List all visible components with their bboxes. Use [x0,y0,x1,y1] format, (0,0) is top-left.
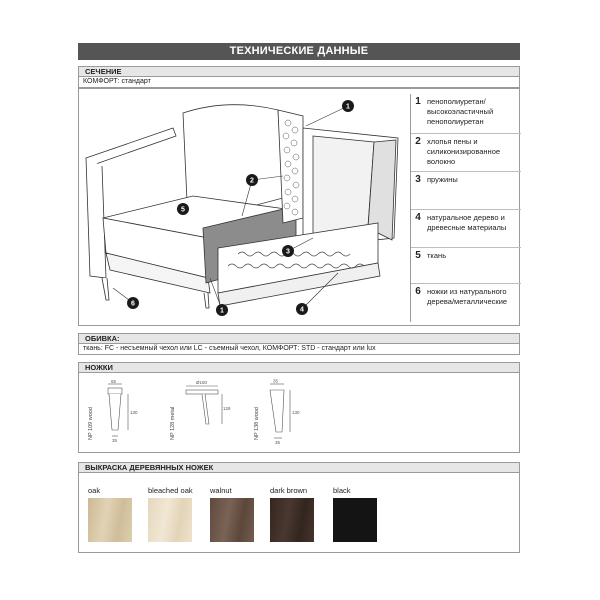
legend-row [411,210,521,248]
color-swatch-oak [88,498,132,542]
legend-num: 3 [415,174,421,185]
legend-num: 5 [415,250,421,261]
legend-num: 4 [415,212,421,223]
color-label-black: black [333,486,351,495]
color-swatch-dark-brown [270,498,314,542]
legend-table [410,94,521,322]
leg-dim: 130 [292,410,300,415]
leg-name: NP 138 wood [254,407,260,440]
callout-1b: 1 [220,307,224,315]
color-swatch-walnut [210,498,254,542]
leg-dim: 35 [273,378,279,384]
legend-text: натуральное дерево и древесные материалы [427,213,507,232]
leg-np138-drawing [262,378,312,446]
legend-row [411,94,521,134]
upholstery-text: ткань: FC - несъемный чехол или LC - съемный чехол, КОМФОРТ: STD - стандарт или lux [78,344,520,355]
callout-1: 1 [346,103,350,111]
legend-text: пенополиуретан/ высокоэластичный пенополиуретан [427,97,494,126]
color-swatch-black [333,498,377,542]
legend-text: пружины [427,175,458,184]
legend-num: 2 [415,136,421,147]
legend-text: хлопья пены и силиконизированное волокно [427,137,501,166]
callout-6: 6 [131,300,135,308]
section-header: СЕЧЕНИЕ [78,66,520,77]
callout-5: 5 [181,206,185,214]
leg-dim: Ø150 [196,380,208,385]
leg-np109-drawing [98,378,148,446]
callout-4: 4 [300,306,304,314]
legend-text: ткань [427,251,447,260]
legend-row [411,172,521,210]
callout-2: 2 [250,177,254,185]
page-title: ТЕХНИЧЕСКИЕ ДАННЫЕ [78,43,520,60]
callout-3: 3 [286,248,290,256]
leg-dim: 65 [111,379,117,384]
colors-header: ВЫКРАСКА ДЕРЕВЯННЫХ НОЖЕК [78,462,520,473]
legend-row [411,134,521,172]
legend-num: 1 [415,96,421,107]
legend-row [411,284,521,322]
leg-dim: 35 [112,438,118,443]
comfort-line: КОМФОРТ: стандарт [78,77,520,88]
leg-dim: 35 [275,440,281,445]
color-label-walnut: walnut [210,486,232,495]
upholstery-header: ОБИВКА: [78,333,520,344]
legend-row [411,248,521,284]
sofa-section-drawing [78,88,412,326]
leg-dim: 128 [223,406,231,411]
color-label-dark-brown: dark brown [270,486,308,495]
color-swatch-bleached-oak [148,498,192,542]
legs-header: НОЖКИ [78,362,520,373]
leg-name: NP 128 metal [170,406,176,440]
color-label-bleached-oak: bleached oak [148,486,193,495]
legend-text: ножки из натурального дерева/металлические [427,287,508,306]
leg-name: NP 109 wood [88,407,94,440]
color-label-oak: oak [88,486,101,495]
legend-num: 6 [415,286,421,297]
leg-dim: 130 [130,410,138,415]
leg-np128-drawing [178,378,231,446]
